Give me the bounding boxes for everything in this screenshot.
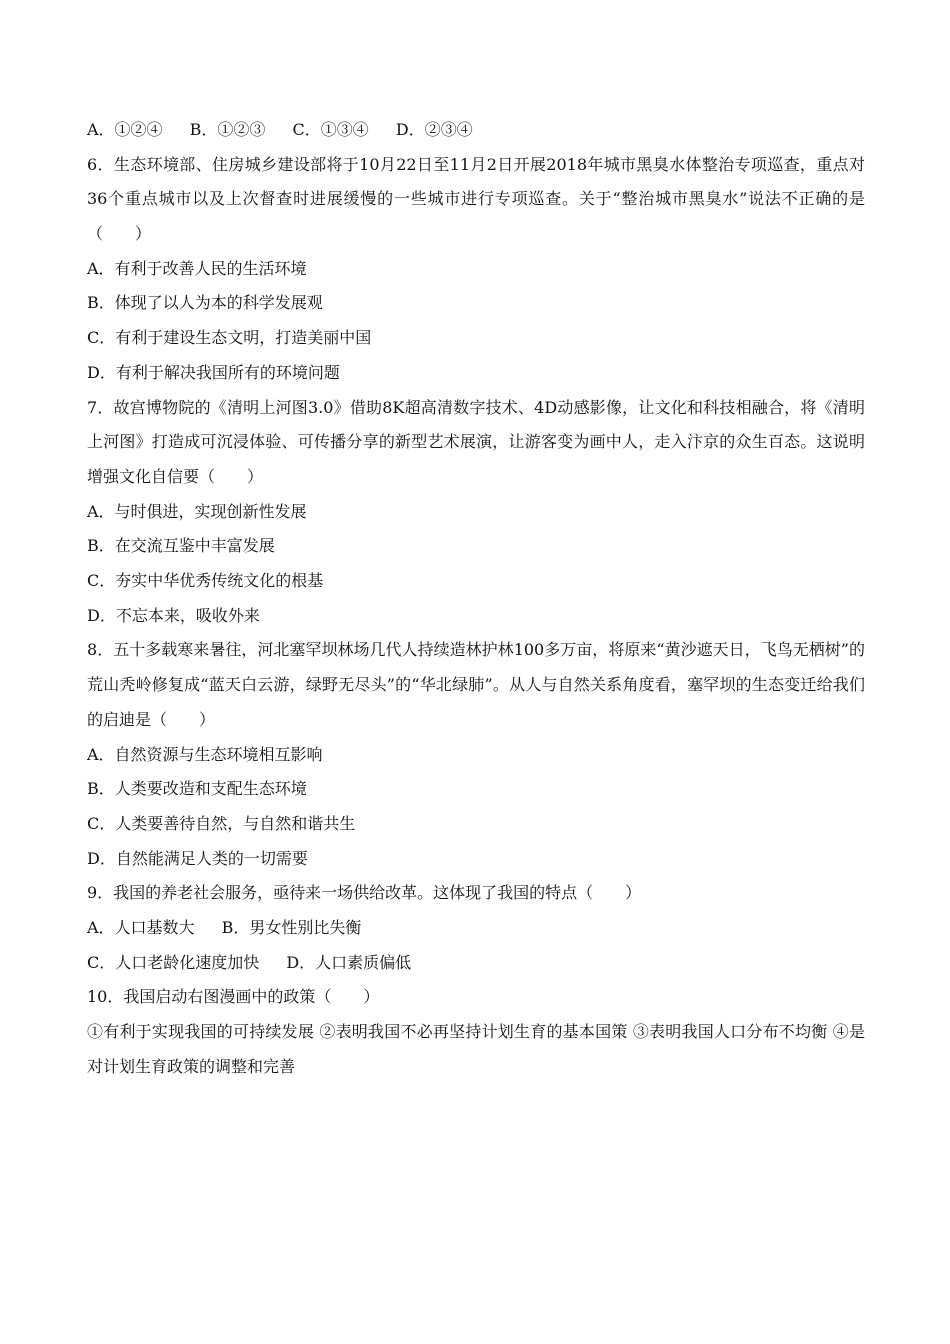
q6-option-c: C．有利于建设生态文明，打造美丽中国 bbox=[87, 328, 372, 348]
q9-option-c: C．人口老龄化速度加快 bbox=[87, 952, 260, 972]
q7-option-c: C．夯实中华优秀传统文化的根基 bbox=[87, 571, 324, 591]
q7-option-d: D．不忘本来，吸收外来 bbox=[87, 605, 260, 625]
q8-option-b: B．人类要改造和支配生态环境 bbox=[87, 779, 307, 799]
q10-stem: 10．我国启动右图漫画中的政策（ ） bbox=[87, 987, 380, 1007]
q6-option-d: D．有利于解决我国所有的环境问题 bbox=[87, 362, 340, 382]
q8-option-c: C．人类要善待自然，与自然和谐共生 bbox=[87, 813, 356, 833]
q5-option-d: D．②③④ bbox=[395, 120, 473, 139]
q5-option-c: C．①③④ bbox=[292, 120, 369, 139]
q7-option-b: B．在交流互鉴中丰富发展 bbox=[87, 536, 275, 556]
q10-statements: ①有利于实现我国的可持续发展 ②表明我国不必再坚持计划生育的基本国策 ③表明我国人口分布不均衡 ④是对计划生育政策的调整和完善 bbox=[87, 1022, 865, 1076]
q6-stem: 6．生态环境部、住房城乡建设部将于10月22日至11月2日开展2018年城市黑臭水体整治专项巡查，重点对36个重点城市以及上次督查时进展缓慢的一些城市进行专项巡查。关于“整治城市黑臭水”说法不正确的是（ ） bbox=[87, 154, 865, 244]
exam-page bbox=[87, 113, 865, 1084]
q5-options bbox=[87, 113, 865, 148]
q8-stem: 8．五十多载寒来暑往，河北塞罕坝林场几代人持续造林护林100多万亩，将原来“黄沙遮天日，飞鸟无栖树”的荒山秃岭修复成“蓝天白云游，绿野无尽头”的“华北绿肺”。从人与自然关系角度看，塞罕坝的生态变迁给我们的启迪是（ ） bbox=[87, 640, 865, 729]
q9-options-row-1 bbox=[87, 911, 865, 946]
q5-option-a: A．①②④ bbox=[87, 120, 163, 139]
q9-options-row-2 bbox=[87, 946, 865, 981]
q7-option-a: A．与时俱进，实现创新性发展 bbox=[87, 501, 307, 521]
q8-option-d: D．自然能满足人类的一切需要 bbox=[87, 848, 308, 868]
q8-option-a: A．自然资源与生态环境相互影响 bbox=[87, 744, 323, 764]
q6-option-b: B．体现了以人为本的科学发展观 bbox=[87, 293, 323, 313]
q9-stem: 9．我国的养老社会服务，亟待来一场供给改革。这体现了我国的特点（ ） bbox=[87, 883, 642, 903]
q7-stem: 7．故宫博物院的《清明上河图3.0》借助8K超高清数字技术、4D动感影像，让文化和科技相融合，将《清明上河图》打造成可沉浸体验、可传播分享的新型艺术展演，让游客变为画中人，走入汴京的众生百态。这说明增强文化自信要（ ） bbox=[87, 397, 865, 486]
q9-option-b: B．男女性别比失衡 bbox=[221, 917, 362, 937]
q6-option-a: A．有利于改善人民的生活环境 bbox=[87, 258, 307, 278]
q5-option-b: B．①②③ bbox=[189, 120, 266, 139]
q9-option-d: D．人口素质偏低 bbox=[286, 952, 412, 972]
q9-option-a: A．人口基数大 bbox=[87, 917, 195, 937]
